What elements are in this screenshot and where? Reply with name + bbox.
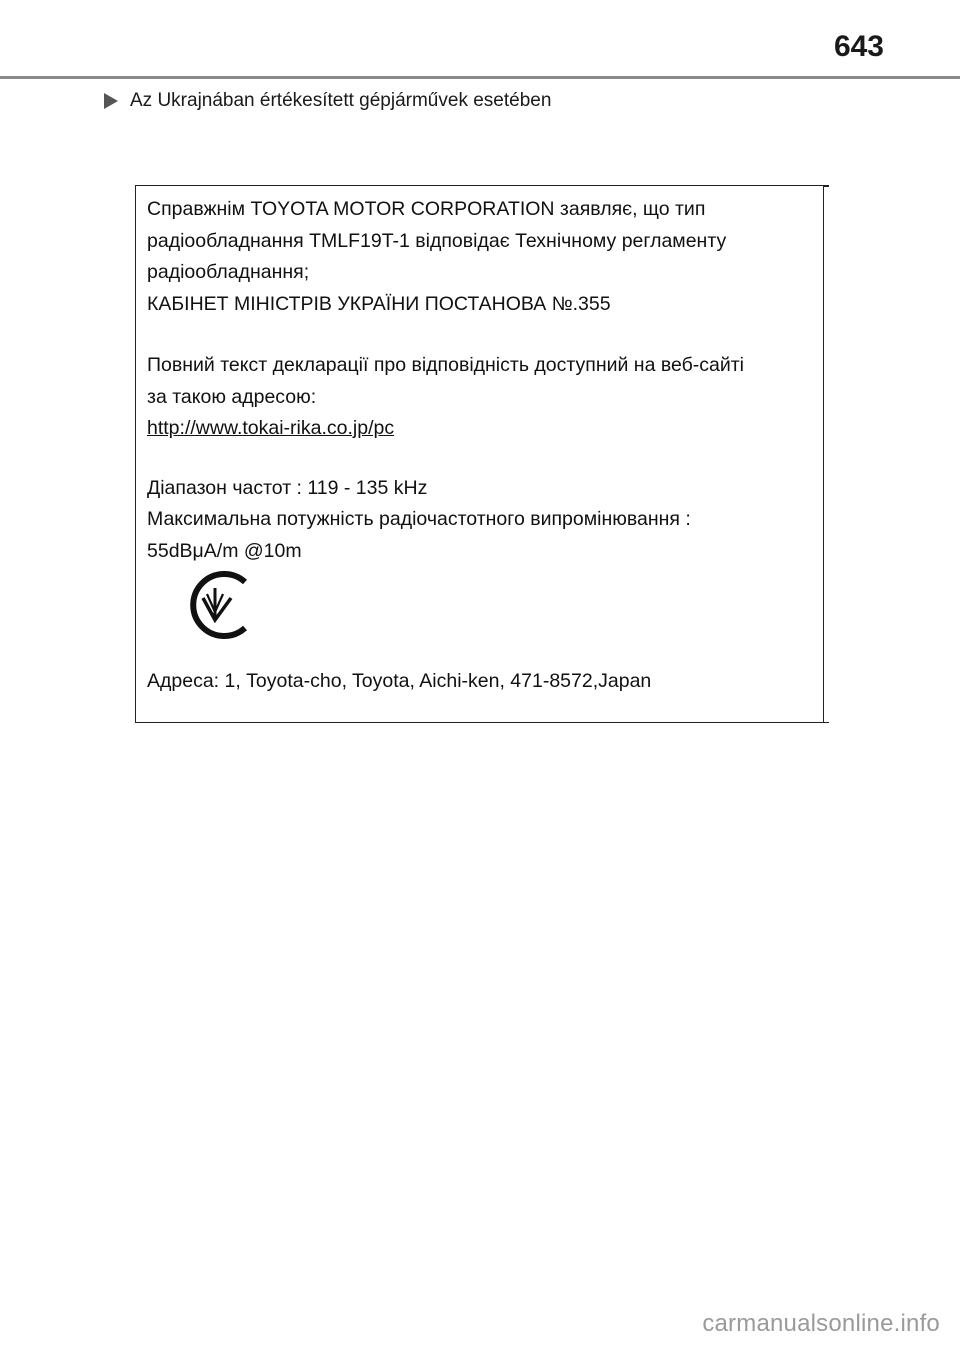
declaration-url-link[interactable]: http://www.tokai-rika.co.jp/pc <box>147 417 395 439</box>
manufacturer-address: Адреса: 1, Toyota-cho, Toyota, Aichi-ken, 471-8572,Japan <box>147 670 652 692</box>
page-number: 643 <box>833 30 884 63</box>
declaration-line: КАБІНЕТ МІНІСТРІВ УКРАЇНИ ПОСТАНОВА №.355 <box>147 292 611 315</box>
box-corner-tick <box>823 722 829 724</box>
declaration-line: радіообладнання; <box>147 261 310 283</box>
triangle-bullet-icon <box>104 93 118 109</box>
section-heading <box>104 90 551 112</box>
declaration-text <box>147 194 817 567</box>
max-power-value: 55dBμA/m @10m <box>147 539 302 562</box>
declaration-line: Повний текст декларації про відповідність доступний на веб-сайті <box>147 354 745 376</box>
ukraine-conformity-mark-icon <box>179 568 255 642</box>
watermark: carmanualsonline.info <box>702 1310 940 1337</box>
frequency-range: Діапазон частот : 119 - 135 kHz <box>147 476 428 499</box>
declaration-box <box>135 185 824 723</box>
header-rule <box>0 76 960 79</box>
max-power-label: Максимальна потужність радіочастотного випромінювання : <box>147 508 691 530</box>
declaration-line: Справжнім TOYOTA MOTOR CORPORATION заявляє, що тип <box>147 198 706 220</box>
declaration-line: радіообладнання TMLF19T-1 відповідає Технічному регламенту <box>147 229 727 252</box>
declaration-line: за такою адресою: <box>147 385 317 408</box>
box-corner-tick <box>823 185 829 187</box>
section-heading-text: Az Ukrajnában értékesített gépjárművek esetében <box>130 90 552 111</box>
